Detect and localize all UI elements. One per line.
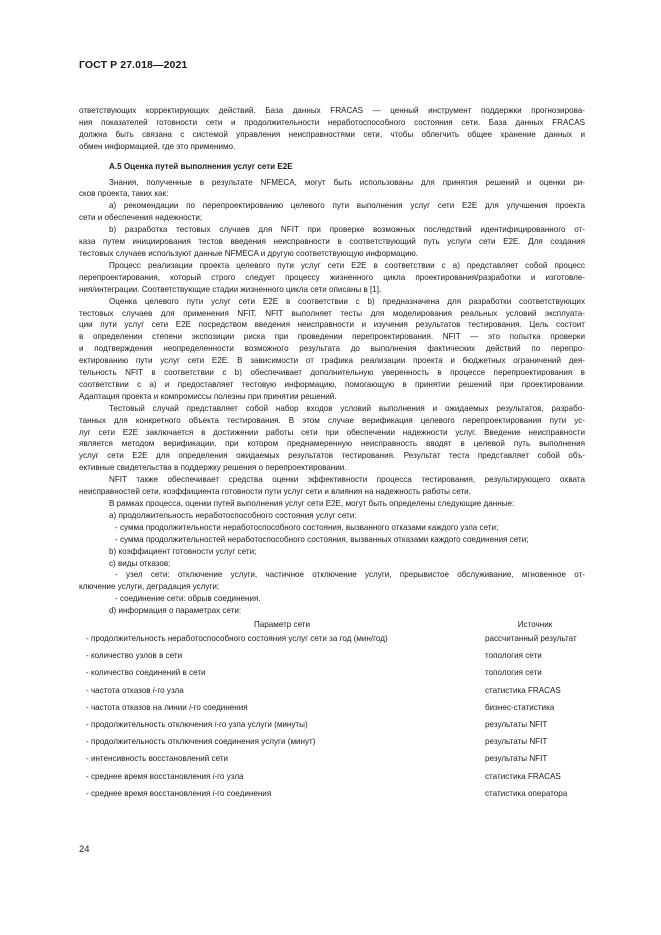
column-header-source: Источник bbox=[517, 620, 553, 630]
text-line: Процесс реализации проекта целевого пути услуг сети E2E в соответствии с а) представляет собой процесс bbox=[109, 260, 585, 270]
table-row bbox=[79, 650, 585, 667]
source-cell: результаты NFIT bbox=[485, 737, 548, 747]
table-row bbox=[79, 788, 585, 805]
param-index: i bbox=[189, 702, 191, 712]
list-item-a: а) продолжительность неработоспособного состояния услуг сети: bbox=[109, 510, 357, 520]
paragraph-test-case bbox=[79, 403, 585, 474]
text-line: а) рекомендации по перепроектированию целевого пути выполнения услуг сети E2E для улучшения проекта bbox=[109, 201, 585, 211]
table-row bbox=[79, 753, 585, 770]
list-item-c: с) виды отказов: bbox=[109, 558, 171, 568]
source-cell: статистика оператора bbox=[485, 788, 568, 798]
text-line: и подтверждения неопределенности возможного результата до выполнения фактических действий по перепро- bbox=[79, 344, 585, 354]
param-text: - частота отказов bbox=[86, 685, 153, 695]
text-line: ектированию пути услуг сети E2E. В зависимости от графика реализации проекта и бюджетных ограничений дея- bbox=[79, 356, 585, 366]
param-index: i bbox=[214, 720, 217, 729]
text-line: неисправностей сети, коэффициента готовности пути услуг сети и влияния на надежность работы сети. bbox=[79, 487, 471, 497]
text-line: в определении степени экспозиции риска при проведении перепроектирования. NFIT — это попытка проверки bbox=[79, 332, 585, 342]
parameter-cell: - количество соединений в сети bbox=[86, 668, 206, 678]
table-row bbox=[79, 771, 585, 788]
paragraph-nfit-evaluation bbox=[79, 296, 585, 403]
list-item-b-test-cases bbox=[79, 224, 585, 260]
column-header-parameter: Параметр сети bbox=[253, 620, 311, 630]
network-parameters-table bbox=[79, 619, 585, 805]
parameter-cell bbox=[79, 771, 485, 788]
text-line: перепроектирования, который строго следует процессу жизненного цикла проектирования/разработки и изготовле- bbox=[79, 272, 585, 282]
text-line: ции пути услуг сети E2E посредством введения неисправности и изучения результатов тестирования. Цель состоит bbox=[79, 320, 585, 330]
parameter-cell bbox=[79, 788, 485, 805]
parameter-cell bbox=[79, 702, 485, 719]
text-line: ния показателей готовности сети и продолжительности неработоспособного состояния сети. База данных FRACAS bbox=[79, 117, 585, 127]
param-text: -го узла bbox=[154, 685, 184, 695]
paragraph-data-list-intro: В рамках процесса, оценки путей выполнения услуг сети E2E, могут быть определены следующие данные: bbox=[109, 499, 515, 508]
source-cell: статистика FRACAS bbox=[485, 771, 561, 781]
param-index: i bbox=[212, 771, 215, 781]
parameter-cell bbox=[79, 719, 485, 736]
source-cell: статистика FRACAS bbox=[485, 685, 561, 695]
text-line: должна быть связана с системой управления неисправностями сети, чтобы облегчить общее хранение данных и bbox=[79, 129, 585, 139]
source-cell: рассчитанный результат bbox=[485, 634, 577, 644]
document-body bbox=[79, 105, 585, 805]
list-item-d: d) информация о параметрах сети: bbox=[109, 606, 242, 616]
text-line: b) разработка тестовых случаев для NFIT при проверке возможных последствий идентифицированного от- bbox=[109, 225, 585, 235]
document-header: ГОСТ Р 27.018—2021 bbox=[79, 59, 188, 71]
text-line: сков проекта, таких как: bbox=[79, 189, 169, 199]
text-line: соответствии с а) и предоставляет тестовую информацию, помогающую в принятии решений при проектировании. bbox=[79, 379, 585, 389]
text-line: является методом верификации, при котором преднамеренную неисправность вводят в целевой путь выполнения bbox=[79, 439, 585, 449]
paragraph-redesign-process bbox=[79, 260, 585, 296]
list-item-b: b) коэффициент готовности услуг сети; bbox=[109, 546, 257, 556]
text-line: танных для конкретного объекта тестирования. В этом случае верификация целевого перепроектирования пути ус- bbox=[79, 415, 585, 425]
text-line: луг сети E2E заключается в достижении работы сети при обеспечении надежности услуг. Введение неисправности bbox=[79, 427, 585, 437]
list-subitem: - сумма продолжительностей неработоспособного состояния, вызванных отказами каждого соединения сети; bbox=[115, 534, 529, 544]
text-line: Знания, полученные в результате NFMECA, могут быть использованы для принятия решений и оценки ри- bbox=[109, 177, 585, 187]
intro-paragraph bbox=[79, 105, 585, 153]
text-line: ния/интеграции. Соответствующие стадии жизненного цикла сети описаны в [1]. bbox=[79, 284, 382, 294]
parameter-cell: - количество узлов в сети bbox=[86, 651, 183, 661]
text-line: каза путем инициирования тестов введения неисправности в соответствующий путь услуги сети E2E. Для создания bbox=[79, 237, 585, 247]
param-text: -го соединения bbox=[214, 788, 272, 798]
page-number: 24 bbox=[79, 844, 90, 855]
source-cell: топология сети bbox=[485, 651, 542, 661]
text-line: Тестовый случай представляет собой набор входов условий выполнения и ожидаемых результатов, разрабо- bbox=[109, 403, 585, 413]
section-title: А.5 Оценка путей выполнения услуг сети E2E bbox=[109, 161, 293, 171]
text-line: тестовых случаев используют данные NFMECA и другую соответствующую информацию. bbox=[79, 248, 419, 258]
text-line: обмен информацией, где это применимо. bbox=[79, 141, 236, 151]
parameter-cell: - продолжительность отключения соединения услуги (минут) bbox=[86, 737, 316, 747]
list-item-a-redesign bbox=[79, 200, 585, 224]
source-cell: топология сети bbox=[485, 668, 542, 678]
text-line: - узел сети: отключение услуги, частичное отключение услуги, прерывистое обслуживание, мгновенное от- bbox=[115, 570, 585, 580]
param-text: - среднее время восстановления bbox=[86, 788, 213, 798]
text-line: Адаптация проекта и компромиссы полезны при принятии решений. bbox=[79, 391, 337, 401]
param-text: -го узла bbox=[214, 771, 244, 781]
source-cell: результаты NFIT bbox=[485, 754, 548, 764]
text-line: ключение услуги, деградация услуги; bbox=[79, 582, 220, 592]
parameter-cell: - продолжительность неработоспособного состояния услуг сети за год (мин/год) bbox=[86, 634, 388, 644]
table-row bbox=[79, 702, 585, 719]
param-text: -го узла услуги (минуты) bbox=[216, 720, 308, 729]
text-line: сети и обеспечения надежности; bbox=[79, 213, 203, 223]
param-index: i bbox=[212, 788, 215, 798]
table-row bbox=[79, 685, 585, 702]
param-text: - продолжительность отключения bbox=[86, 720, 215, 729]
list-subitem: - сумма продолжительности неработоспособного состояния, вызванного отказами каждого узла сети; bbox=[115, 522, 499, 532]
table-row bbox=[79, 667, 585, 684]
parameter-cell: - интенсивность восстановлений сети bbox=[86, 754, 229, 764]
source-cell: бизнес-статистика bbox=[485, 702, 555, 712]
text-line: тельность NFIT в соответствии с b) обеспечивает дополнительную уверенность в процессе перепроектирования в bbox=[79, 368, 585, 378]
table-row bbox=[79, 633, 585, 650]
text-line: услуг сети E2E для определения ожидаемых результатов тестирования. Результат теста представляет собой объ- bbox=[79, 451, 585, 461]
list-subitem-node-failures bbox=[79, 569, 585, 593]
text-line: тестовых случаев для применения NFIT. NFIT выполняет тесты для моделирования реальных условий эксплуата- bbox=[79, 308, 585, 318]
param-text: - частота отказов на линии bbox=[86, 702, 190, 712]
paragraph-knowledge bbox=[79, 177, 585, 201]
text-line: Оценка целевого пути услуг сети E2E в соответствии с b) предназначена для разработки соответствующих bbox=[109, 296, 585, 306]
param-text: - среднее время восстановления bbox=[86, 771, 213, 781]
source-cell: результаты NFIT bbox=[485, 720, 548, 729]
param-index: i bbox=[152, 685, 155, 695]
paragraph-nfit-means bbox=[79, 474, 585, 498]
table-row bbox=[79, 719, 585, 736]
table-row bbox=[79, 736, 585, 753]
text-line: NFIT также обеспечивает средства оценки эффективности процесса тестирования, результирующего охвата bbox=[109, 475, 585, 485]
param-text: -го соединения bbox=[190, 702, 248, 712]
table-header-row bbox=[79, 619, 585, 633]
text-line: ективные свидетельства в поддержку решения о перепроектировании. bbox=[79, 463, 347, 473]
parameter-cell bbox=[79, 685, 485, 702]
list-subitem: - соединение сети: обрыв соединения. bbox=[115, 594, 261, 604]
text-line: ответствующих корректирующих действий. База данных FRACAS — ценный инструмент поддержки прогнозирова- bbox=[79, 106, 585, 115]
